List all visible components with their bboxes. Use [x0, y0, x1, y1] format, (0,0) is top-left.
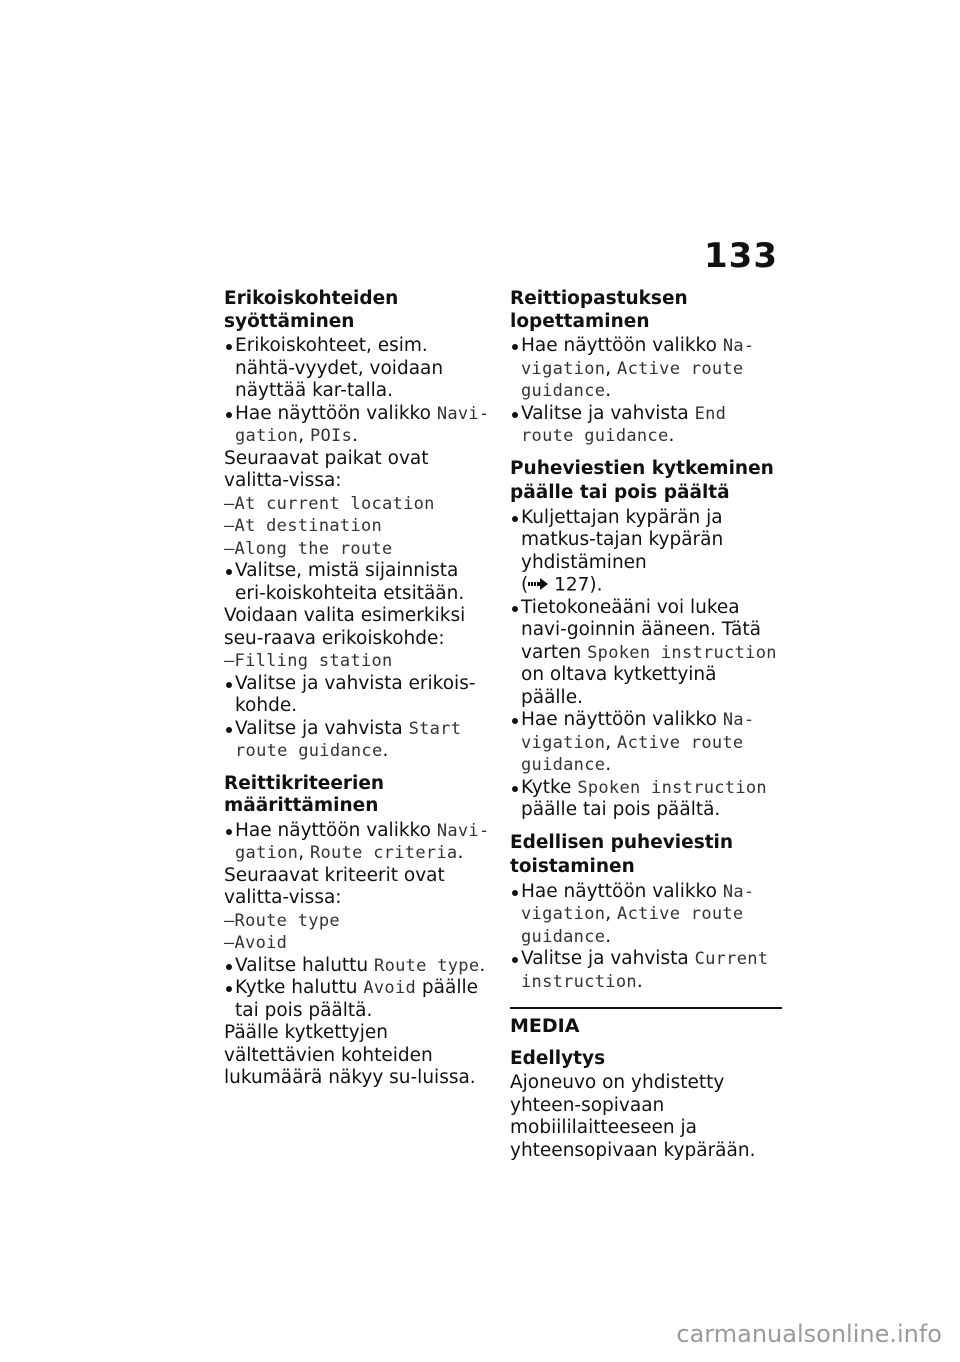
menu-path: Na-vigation — [521, 336, 755, 379]
heading-voice-toggle: Puheviestien kytkeminen — [510, 457, 774, 479]
option-item: –At destination — [224, 516, 383, 536]
bullet-item: Kytke haluttu Avoid päälle tai pois päältä. — [224, 977, 492, 1022]
section-divider — [510, 1007, 782, 1009]
heading-poi-input: Erikoiskohteiden syöttäminen — [224, 288, 399, 332]
menu-path: Navi-gation — [235, 820, 490, 863]
page-reference-arrow-icon — [528, 574, 548, 597]
heading-repeat-voice: Edellisen puheviestin — [510, 831, 734, 853]
menu-path: Na-vigation — [521, 710, 755, 753]
option-item: –Along the route — [224, 538, 393, 559]
bullet-item: Hae näyttöön valikko Na-vigation, Active route guidance. — [510, 335, 782, 403]
option-item: –Route type — [224, 910, 340, 931]
menu-path: Navi-gation — [235, 403, 490, 446]
bullet-item: Valitse ja vahvista Start route guidance. — [224, 718, 492, 763]
bullet-item: Hae näyttöön valikko Navi-gation, Route criteria. — [224, 820, 492, 865]
bullet-item: Hae näyttöön valikko Na-vigation, Active route guidance. — [510, 709, 782, 777]
menu-path: Route type — [374, 955, 480, 976]
bullet-item: Erikoiskohteet, esim. nähtä-vyydet, voidaan näyttää kar-talla. — [224, 335, 492, 403]
menu-path: Route criteria — [309, 843, 458, 863]
bullet-item: Valitse ja vahvista erikois-kohde. — [224, 673, 492, 718]
section-title-media: MEDIA — [510, 1015, 580, 1038]
bullet-item: Hae näyttöön valikko Na-vigation, Active route guidance. — [510, 881, 782, 949]
menu-path: Current instruction — [521, 949, 769, 992]
page-number: 133 — [704, 236, 778, 276]
menu-path: Spoken instruction — [587, 642, 777, 663]
bullet-item: Valitse ja vahvista Current instruction. — [510, 948, 782, 993]
menu-path: Active route guidance — [521, 358, 744, 401]
option-item: –At current location — [224, 493, 435, 514]
bullet-item: Tietokoneääni voi lukea navi-goinnin ääneen. Tätä varten Spoken instruction on oltava kytkettyinä päälle. — [510, 597, 782, 710]
heading-prerequisite: Edellytys — [510, 1047, 606, 1069]
watermark: carmanualsonline.info — [676, 1320, 942, 1348]
heading-repeat-voice-line2: toistaminen — [510, 856, 635, 878]
paragraph: Seuraavat paikat ovat valitta-vissa: — [224, 447, 429, 491]
menu-path: Start route guidance — [235, 718, 462, 761]
heading-end-guidance: Reittiopastuksen lopettaminen — [510, 288, 688, 332]
menu-path: Active route guidance — [521, 904, 744, 947]
bullet-item: Valitse haluttu Route type. — [224, 955, 492, 978]
bullet-item: Hae näyttöön valikko Navi-gation, POIs. — [224, 403, 492, 448]
page-reference: 127). — [554, 574, 603, 596]
menu-path: Avoid — [363, 978, 417, 998]
bullet-item: Kuljettajan kypärän ja matkus-tajan kypärän yhdistäminen ( 127). — [510, 507, 782, 597]
menu-path: Na-vigation — [521, 881, 755, 925]
option-item: –Filling station — [224, 651, 393, 671]
paragraph: Seuraavat kriteerit ovat valitta-vissa: — [224, 864, 445, 908]
bullet-item: Valitse ja vahvista End route guidance. — [510, 403, 782, 448]
bullet-item: Valitse, mistä sijainnista eri-koiskohteita etsitään. — [224, 560, 492, 605]
paragraph: Päälle kytkettyjen vältettävien kohteiden lukumäärä näkyy su-luissa. — [224, 1022, 476, 1088]
paragraph: Voidaan valita esimerkiksi seu-raava erikoiskohde: — [224, 605, 466, 649]
left-column — [224, 288, 492, 1090]
paragraph: Ajoneuvo on yhdistetty yhteen-sopivaan mobiililaitteeseen ja yhteensopivaan kypärään. — [510, 1072, 756, 1161]
heading-voice-toggle-line2: päälle tai pois päältä — [510, 482, 730, 503]
bullet-item: Kytke Spoken instruction päälle tai pois päältä. — [510, 777, 782, 822]
menu-path: Active route guidance — [521, 732, 744, 776]
menu-path: End route guidance — [521, 403, 727, 446]
right-column — [510, 288, 782, 1162]
option-item: –Avoid — [224, 933, 288, 953]
menu-path: Spoken instruction — [577, 777, 767, 798]
menu-path: POIs — [309, 426, 353, 446]
heading-route-criteria: Reittikriteerien määrittäminen — [224, 772, 385, 816]
